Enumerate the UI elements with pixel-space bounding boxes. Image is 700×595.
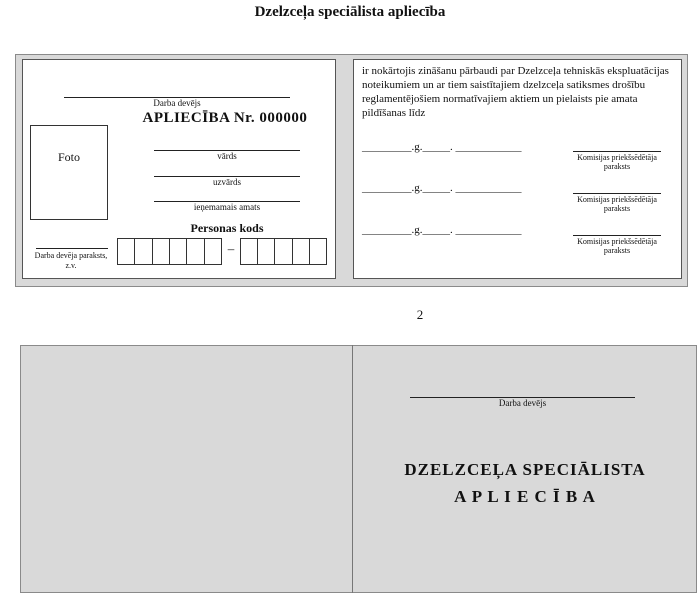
date-line-3: _________.g._____. ____________ (362, 224, 522, 236)
position-label: ieņemamais amats (193, 202, 261, 212)
employer-signature-label: Darba devēja paraksts, (34, 251, 108, 260)
personal-code-label: Personas kods (190, 221, 264, 235)
code-cell (135, 239, 152, 264)
cover-employer-label: Darba devējs (498, 398, 547, 408)
code-cell (241, 239, 258, 264)
code-cell (275, 239, 292, 264)
name-label: vārds (217, 151, 237, 161)
page-number: 2 (416, 307, 424, 322)
cover-title-line2: A P L I E C Ī B A (454, 487, 596, 506)
code-dash: – (227, 241, 235, 256)
signature-label-1b: paraksts (603, 162, 631, 171)
code-cell (170, 239, 187, 264)
signature-label-1a: Komisijas priekšsēdētāja (577, 153, 657, 162)
certificate-heading: APLIECĪBA Nr. 000000 (142, 110, 308, 126)
page-title: Dzelzceļa speciālista apliecība (254, 4, 446, 20)
code-cell (187, 239, 204, 264)
code-cell (153, 239, 170, 264)
code-cell (118, 239, 135, 264)
signature-line-3 (573, 235, 661, 236)
cover-title-line1: DZELZCEĻA SPECIĀLISTA (404, 460, 646, 479)
signature-label-2b: paraksts (603, 204, 631, 213)
photo-box (30, 125, 108, 220)
personal-code-boxes-first (117, 238, 222, 265)
photo-label: Foto (57, 150, 80, 164)
employer-label: Darba devējs (153, 98, 201, 108)
date-line-1: _________.g._____. ____________ (362, 141, 522, 153)
cover-title (353, 456, 697, 510)
signature-label-3b: paraksts (603, 246, 631, 255)
signature-line-2 (573, 193, 661, 194)
signature-label-3a: Komisijas priekšsēdētāja (577, 237, 657, 246)
employer-signature-line (36, 248, 108, 249)
code-cell (310, 239, 326, 264)
date-line-2: _________.g._____. ____________ (362, 182, 522, 194)
code-cell (205, 239, 221, 264)
signature-label-2a: Komisijas priekšsēdētāja (577, 195, 657, 204)
signature-line-1 (573, 151, 661, 152)
surname-label: uzvārds (213, 177, 241, 187)
code-cell (258, 239, 275, 264)
seal-label: z.v. (65, 261, 77, 270)
personal-code-boxes-second (240, 238, 327, 265)
examination-paragraph: ir nokārtojis zināšanu pārbaudi par Dzelzceļa tehniskās ekspluatācijas noteikumiem un ar tiem saistītajiem dzelzceļa satiksmes drošību reglamentējošiem normatīvajiem aktiem un pielaists pie amata pildīšanas līdz (362, 65, 669, 119)
code-cell (293, 239, 310, 264)
